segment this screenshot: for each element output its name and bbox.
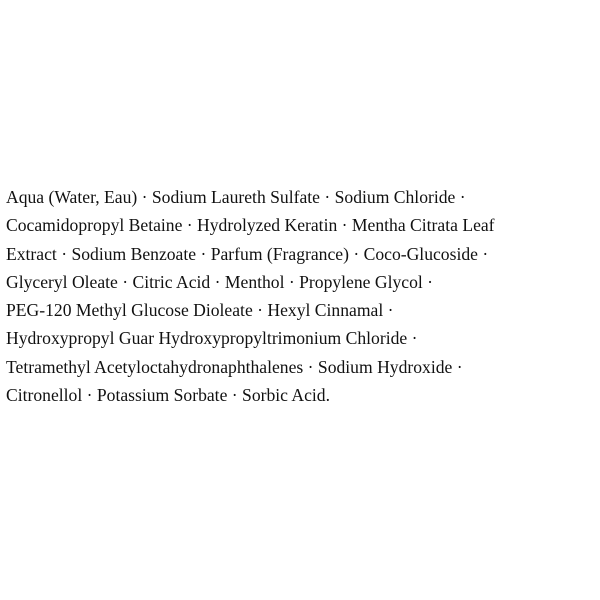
ingredients-line-5: PEG-120 Methyl Glucose Dioleate · Hexyl Cinnamal ·	[6, 300, 394, 321]
ingredients-line-8: Citronellol · Potassium Sorbate · Sorbic Acid.	[6, 385, 330, 406]
ingredients-line-2: Cocamidopropyl Betaine · Hydrolyzed Keratin · Mentha Citrata Leaf	[6, 215, 495, 236]
ingredients-line-7: Tetramethyl Acetyloctahydronaphthalenes · Sodium Hydroxide ·	[6, 356, 463, 377]
ingredients-line-1: Aqua (Water, Eau) · Sodium Laureth Sulfate · Sodium Chloride ·	[6, 187, 466, 207]
ingredients-line-3: Extract · Sodium Benzoate · Parfum (Fragrance) · Coco-Glucoside ·	[6, 243, 489, 264]
ingredients-list	[6, 183, 596, 409]
ingredients-line-6: Hydroxypropyl Guar Hydroxypropyltrimonium Chloride ·	[6, 328, 418, 349]
ingredients-line-4: Glyceryl Oleate · Citric Acid · Menthol · Propylene Glycol ·	[6, 271, 434, 292]
